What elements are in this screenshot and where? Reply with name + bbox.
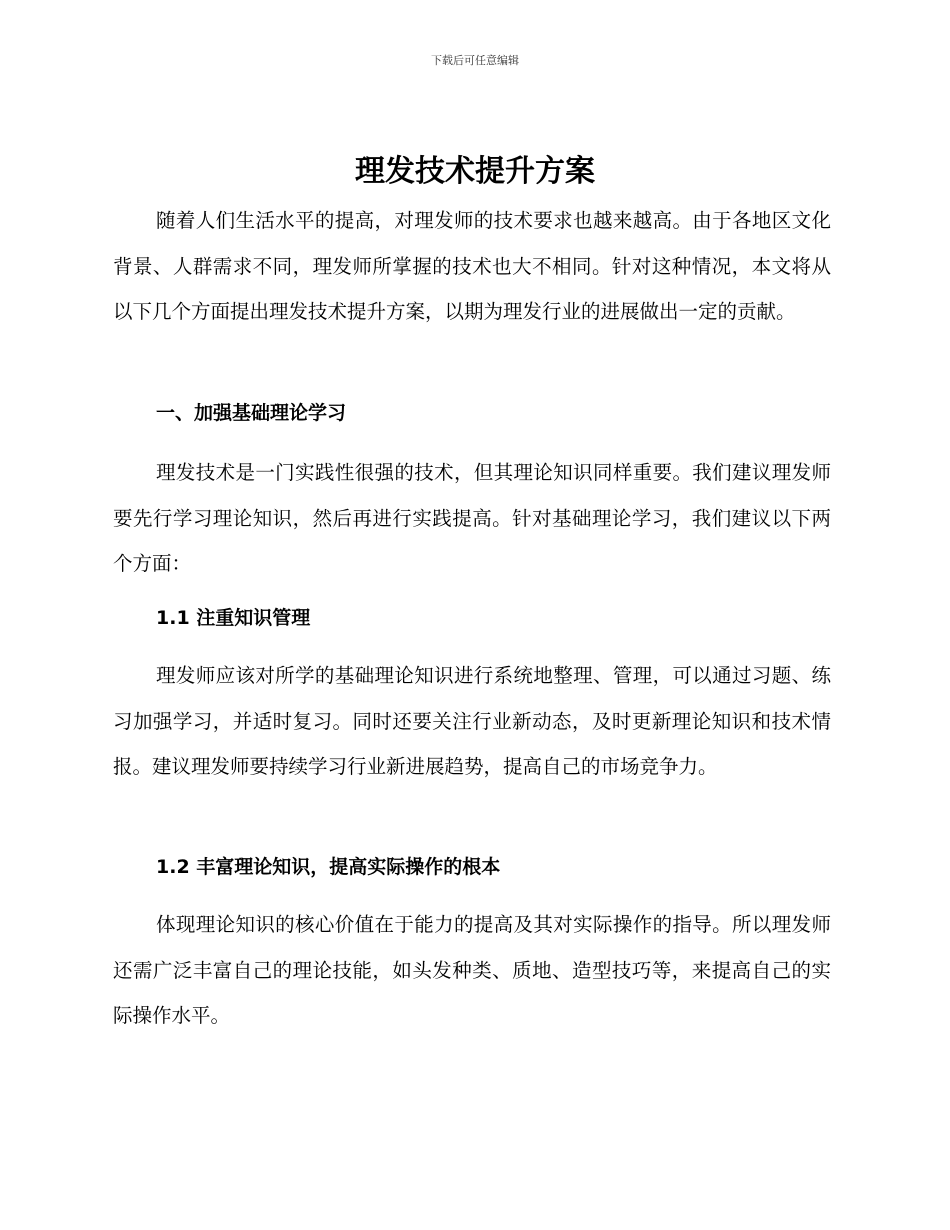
subsection-1-1-paragraph: 理发师应该对所学的基础理论知识进行系统地整理、管理，可以通过习题、练习加强学习，并适时复习。同时还要关注行业新动态，及时更新理论知识和技术情报。建议理发师要持续学习行业新进展趋势，提高自己的市场竞争力。 <box>113 664 831 778</box>
subsection-1-2-heading: 1.2 丰富理论知识，提高实际操作的根本 <box>156 856 501 878</box>
intro-paragraph: 随着人们生活水平的提高，对理发师的技术要求也越来越高。由于各地区文化背景、人群需求不同，理发师所掌握的技术也大不相同。针对这种情况，本文将从以下几个方面提出理发技术提升方案，以期为理发行业的进展做出一定的贡献。 <box>113 209 831 323</box>
subsection-1-2-paragraph: 体现理论知识的核心价值在于能力的提高及其对实际操作的指导。所以理发师还需广泛丰富自己的理论技能，如头发种类、质地、造型技巧等，来提高自己的实际操作水平。 <box>113 913 831 1027</box>
section-1-heading: 一、加强基础理论学习 <box>156 402 347 424</box>
subsection-1-1-heading: 1.1 注重知识管理 <box>156 607 311 629</box>
section-1-paragraph: 理发技术是一门实践性很强的技术，但其理论知识同样重要。我们建议理发师要先行学习理论知识，然后再进行实践提高。针对基础理论学习，我们建议以下两个方面： <box>113 461 831 575</box>
document-title: 理发技术提升方案 <box>355 154 595 189</box>
page-header: 下载后可任意编辑 <box>431 54 519 67</box>
